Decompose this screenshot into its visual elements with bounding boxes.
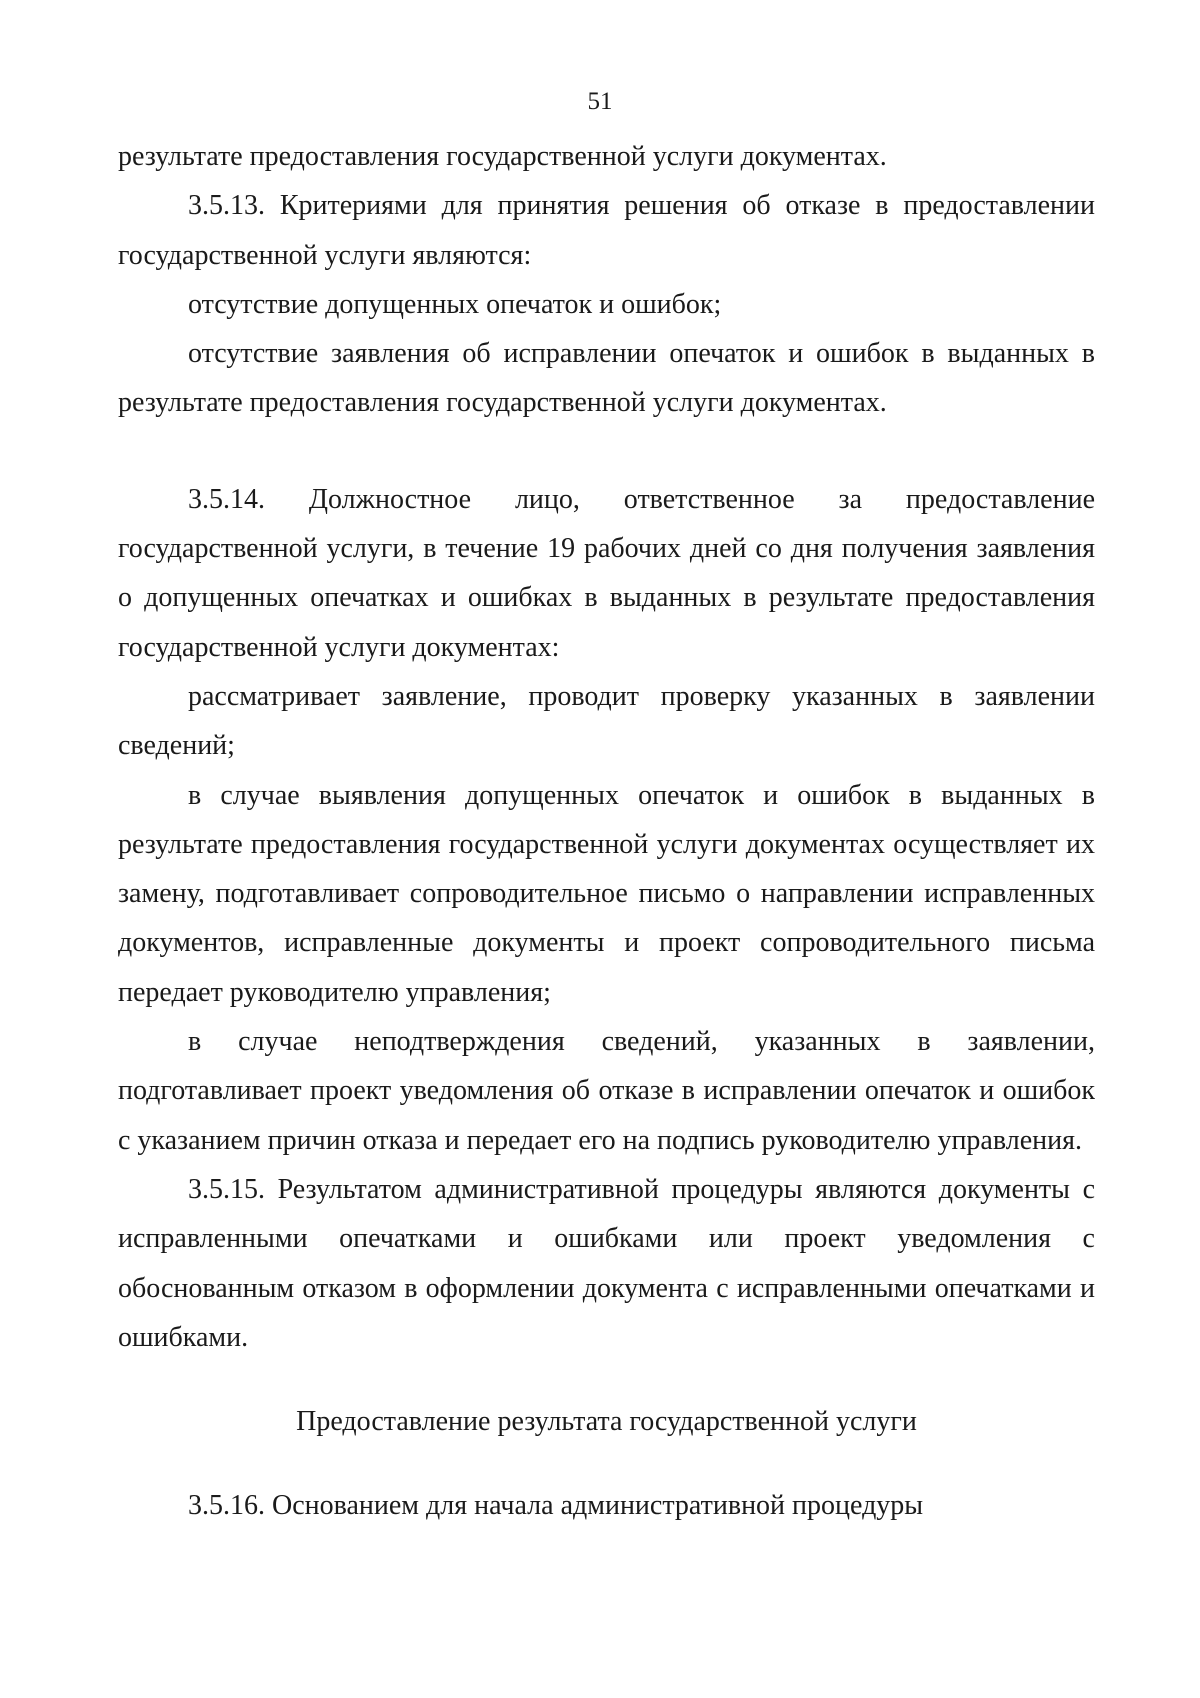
paragraph-3-5-16: 3.5.16. Основанием для начала административной процедуры (188, 1490, 924, 1522)
paragraph-3-5-13: 3.5.13. Критериями для принятия решения об отказе в предоставлении государственной услуги являются: (118, 190, 1095, 271)
paragraph-criterion-1: отсутствие допущенных опечаток и ошибок; (188, 288, 722, 320)
paragraph-3-5-15: 3.5.15. Результатом административной процедуры являются документы с исправленными опечатками и ошибками или проект уведомления с обоснованным отказом в оформлении документа с исправленными опечатками и ошибками. (118, 1173, 1095, 1353)
paragraph-continuation: результате предоставления государственной услуги документах. (118, 141, 887, 172)
paragraph-3-5-14: 3.5.14. Должностное лицо, ответственное за предоставление государственной услуги, в течение 19 рабочих дней со дня получения заявления о допущенных опечатках и ошибках в выданных в результате предоставления государственной услуги документах: (118, 483, 1095, 663)
page-number: 51 (587, 88, 613, 115)
paragraph-criterion-2: отсутствие заявления об исправлении опечаток и ошибок в выданных в результате предоставления государственной услуги документах. (118, 338, 1095, 419)
paragraph-errors-found: в случае выявления допущенных опечаток и ошибок в выданных в результате предоставления государственной услуги документах осуществляет их замену, подготавливает сопроводительное письмо о направлении исправленных документов, исправленные документы и проект сопроводительного письма передает руководителю управления; (118, 779, 1095, 1008)
paragraph-errors-not-confirmed: в случае неподтверждения сведений, указанных в заявлении, подготавливает проект уведомления об отказе в исправлении опечаток и ошибок с указанием причин отказа и передает его на подпись руководителю управления. (118, 1026, 1095, 1156)
section-heading: Предоставление результата государственной услуги (296, 1406, 917, 1438)
paragraph-review-application: рассматривает заявление, проводит проверку указанных в заявлении сведений; (118, 680, 1095, 762)
document-body (118, 132, 1095, 1531)
